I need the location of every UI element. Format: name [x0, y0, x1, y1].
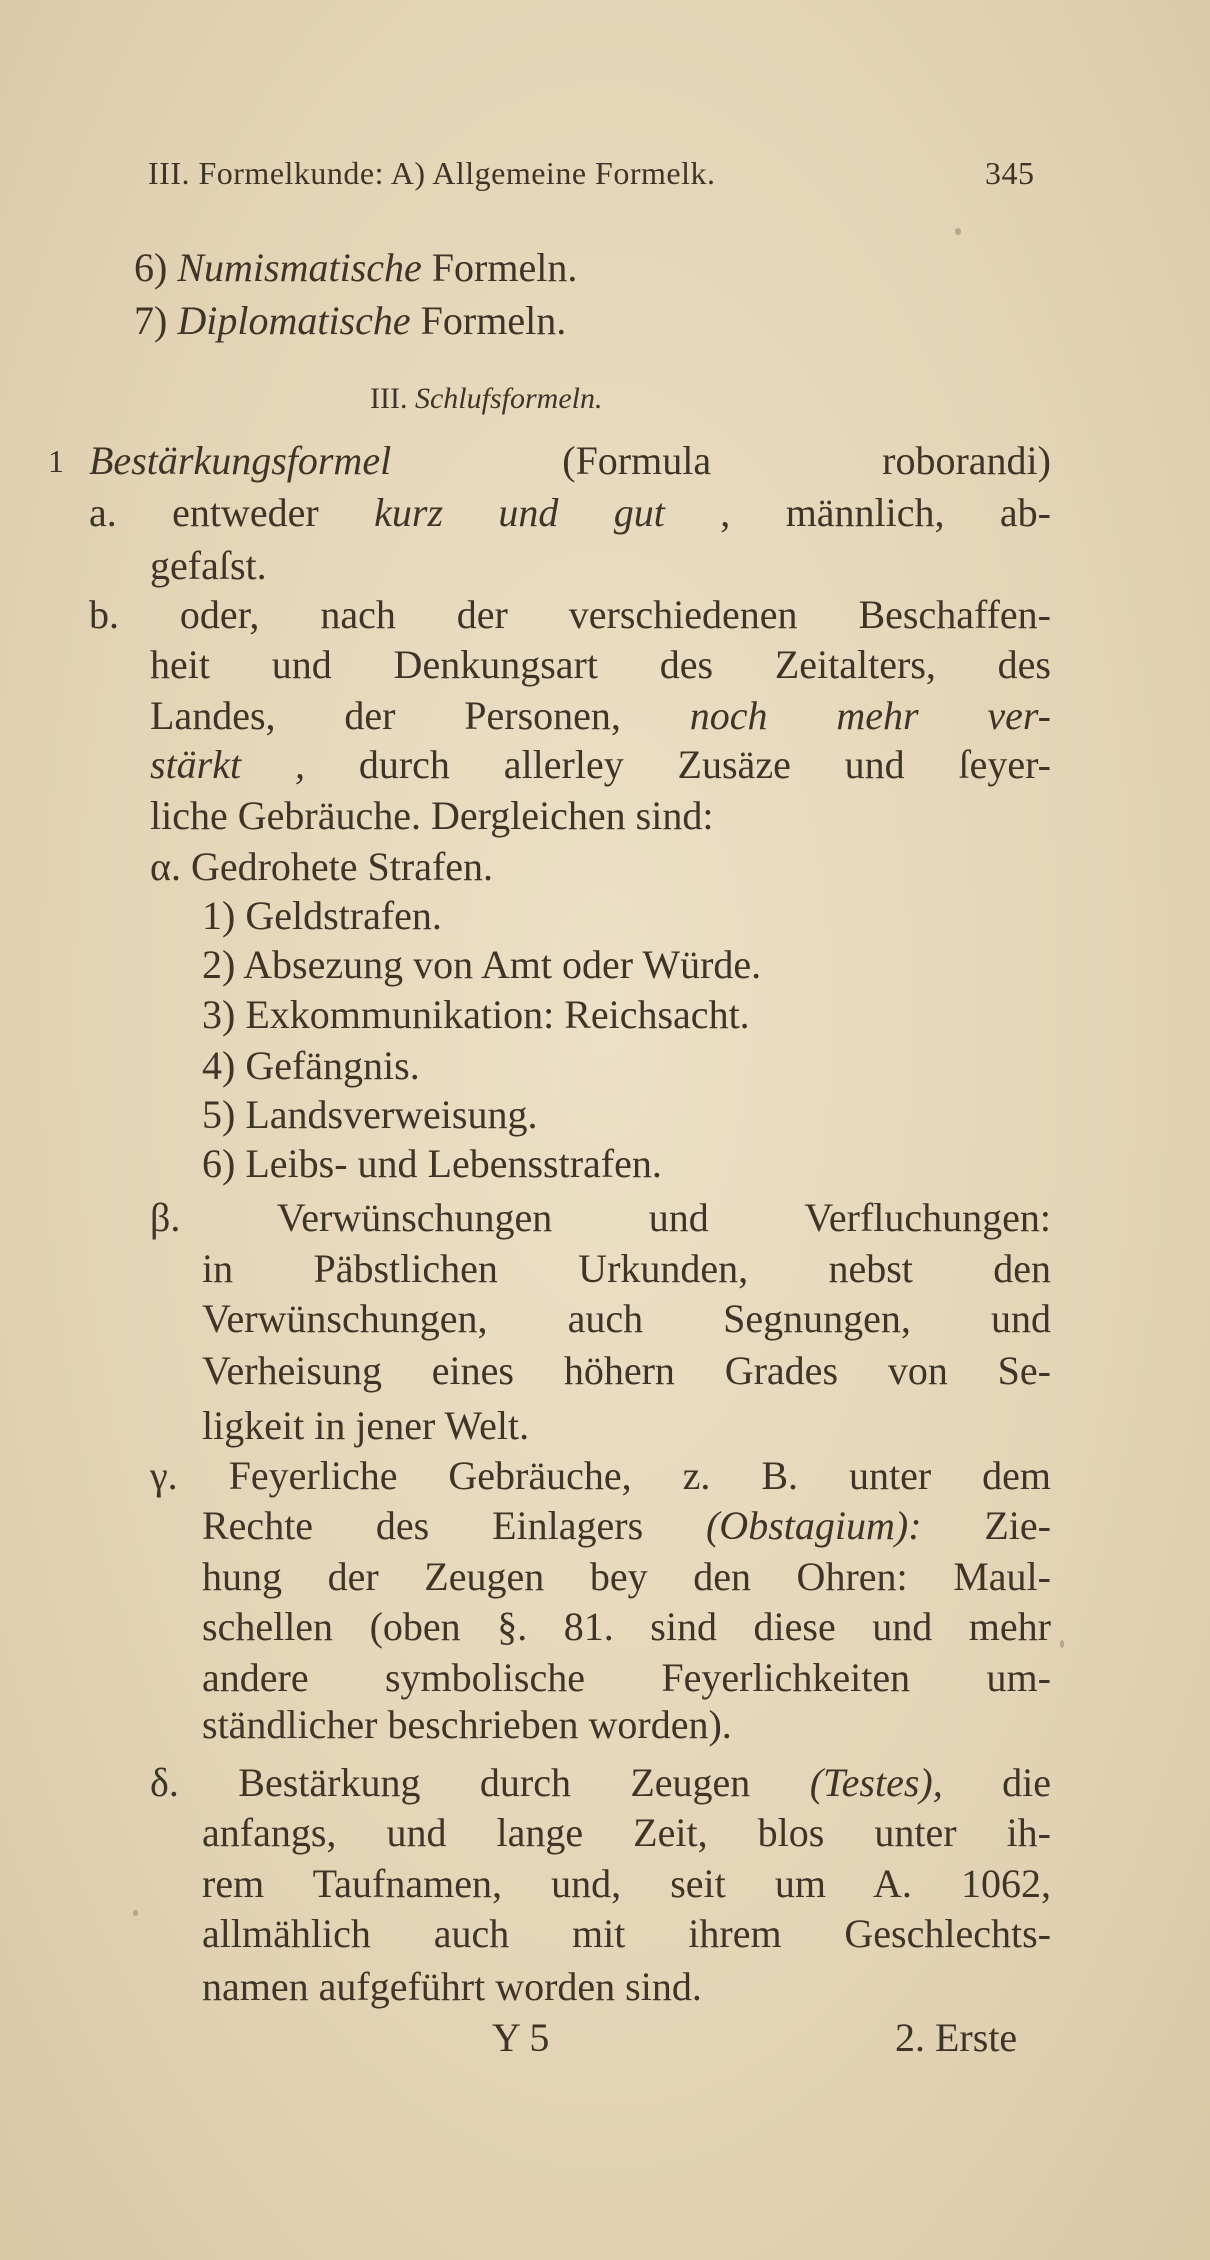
text-segment: β. Verwünschungen und Verfluchungen:	[150, 1195, 1051, 1240]
text-segment: , männlich, ab-	[664, 490, 1051, 535]
text-line	[202, 1041, 420, 1091]
text-line	[202, 891, 442, 941]
text-segment: allmählich auch mit ihrem Geschlechts-	[202, 1911, 1051, 1956]
paper-speck	[133, 1910, 138, 1916]
text-segment: Verheisung eines höhern Grades von Se-	[202, 1348, 1051, 1393]
text-line	[202, 1808, 1051, 1858]
italic-text: (Testes),	[809, 1760, 943, 1805]
text-line	[150, 791, 713, 841]
text-line	[150, 1758, 1051, 1808]
text-line	[134, 296, 566, 346]
text-line	[202, 1139, 662, 1189]
text-line	[202, 1090, 537, 1140]
text-line	[202, 1859, 1051, 1909]
text-line	[89, 436, 1051, 486]
text-segment: schellen (oben §. 81. sind diese und mehr	[202, 1604, 1051, 1649]
text-segment: ligkeit in jener Welt.	[202, 1403, 530, 1448]
text-line	[202, 1653, 1051, 1703]
text-line	[89, 488, 1051, 538]
catchword: 2. Erste	[895, 2015, 1018, 2060]
text-segment: namen aufgeführt worden sind.	[202, 1964, 702, 2009]
italic-text: stärkt ,	[150, 742, 305, 787]
italic-text: Diplomatische	[177, 298, 411, 343]
text-segment: ständlicher beschrieben worden).	[202, 1702, 732, 1747]
text-segment: Rechte des Einlagers	[202, 1503, 706, 1548]
text-line	[202, 1294, 1051, 1344]
text-line	[202, 1401, 529, 1451]
text-segment: 1) Geldstrafen.	[202, 893, 442, 938]
text-segment: 5) Landsverweisung.	[202, 1092, 538, 1137]
text-segment: andere symbolische Feyerlichkeiten um-	[202, 1655, 1051, 1700]
running-title: III. Formelkunde: A) Allgemeine Formelk.	[148, 155, 716, 191]
page-number: 345	[985, 155, 1035, 191]
text-line	[150, 691, 1051, 741]
text-segment: Zie-	[921, 1503, 1051, 1548]
text-segment: durch allerley Zusäze und ſeyer-	[304, 742, 1051, 787]
text-segment: δ. Bestärkung durch Zeugen	[150, 1760, 810, 1805]
text-segment: 2) Absezung von Amt oder Würde.	[202, 942, 762, 987]
text-segment: anfangs, und lange Zeit, blos unter ih-	[202, 1810, 1051, 1855]
list-marker: 1	[48, 443, 64, 479]
italic-text: kurz und gut	[374, 490, 665, 535]
italic-text: Numismatische	[177, 245, 422, 290]
text-segment: gefaſst.	[150, 543, 267, 588]
italic-text: Bestärkungsformel	[89, 438, 392, 483]
text-segment: a. entweder	[89, 490, 375, 535]
italic-text: (Obstagium):	[705, 1503, 922, 1548]
text-segment: rem Taufnamen, und, seit um A. 1062,	[202, 1861, 1051, 1906]
text-line	[202, 1602, 1051, 1652]
text-segment: b. oder, nach der verschiedenen Beschaffen-	[89, 592, 1051, 637]
text-segment: 6) Leibs- und Lebensstrafen.	[202, 1141, 662, 1186]
text-line	[202, 1501, 1051, 1551]
text-segment: Landes, der Personen,	[150, 693, 690, 738]
signature-mark: Y 5	[492, 2015, 550, 2060]
text-line	[370, 374, 602, 424]
text-line	[150, 1451, 1051, 1501]
text-line	[202, 1244, 1051, 1294]
text-segment: 7)	[134, 298, 178, 343]
text-segment: γ. Feyerliche Gebräuche, z. B. unter dem	[150, 1453, 1051, 1498]
text-segment: 6)	[134, 245, 178, 290]
text-line	[202, 1346, 1051, 1396]
text-segment: hung der Zeugen bey den Ohren: Maul-	[202, 1554, 1051, 1599]
text-segment: heit und Denkungsart des Zeitalters, des	[150, 642, 1051, 687]
text-line	[134, 243, 577, 293]
text-line	[150, 541, 267, 591]
text-line	[202, 990, 750, 1040]
text-line	[202, 1700, 732, 1750]
text-line	[150, 740, 1051, 790]
text-line	[150, 640, 1051, 690]
text-segment: Verwünschungen, auch Segnungen, und	[202, 1296, 1051, 1341]
text-line	[89, 590, 1051, 640]
paper-speck	[955, 228, 961, 235]
text-line	[150, 842, 493, 892]
text-segment: die	[942, 1760, 1051, 1805]
text-line	[150, 1193, 1051, 1243]
text-line	[202, 1909, 1051, 1959]
text-segment: 3) Exkommunikation: Reichsacht.	[202, 992, 750, 1037]
text-segment: 4) Gefängnis.	[202, 1043, 420, 1088]
text-line	[202, 940, 761, 990]
text-segment: in Päbstlichen Urkunden, nebst den	[202, 1246, 1051, 1291]
text-segment: Formeln.	[421, 245, 578, 290]
italic-text: noch mehr ver-	[689, 693, 1051, 738]
paper-speck	[1060, 1640, 1064, 1648]
text-segment: liche Gebräuche. Dergleichen sind:	[150, 793, 714, 838]
text-segment: Formeln.	[410, 298, 567, 343]
text-line	[202, 1962, 702, 2012]
text-segment: (Formula roborandi)	[391, 438, 1051, 483]
text-segment: III.	[370, 382, 415, 415]
italic-text: Schlufsformeln.	[414, 382, 603, 415]
text-line	[202, 1552, 1051, 1602]
text-segment: α. Gedrohete Strafen.	[150, 844, 494, 889]
